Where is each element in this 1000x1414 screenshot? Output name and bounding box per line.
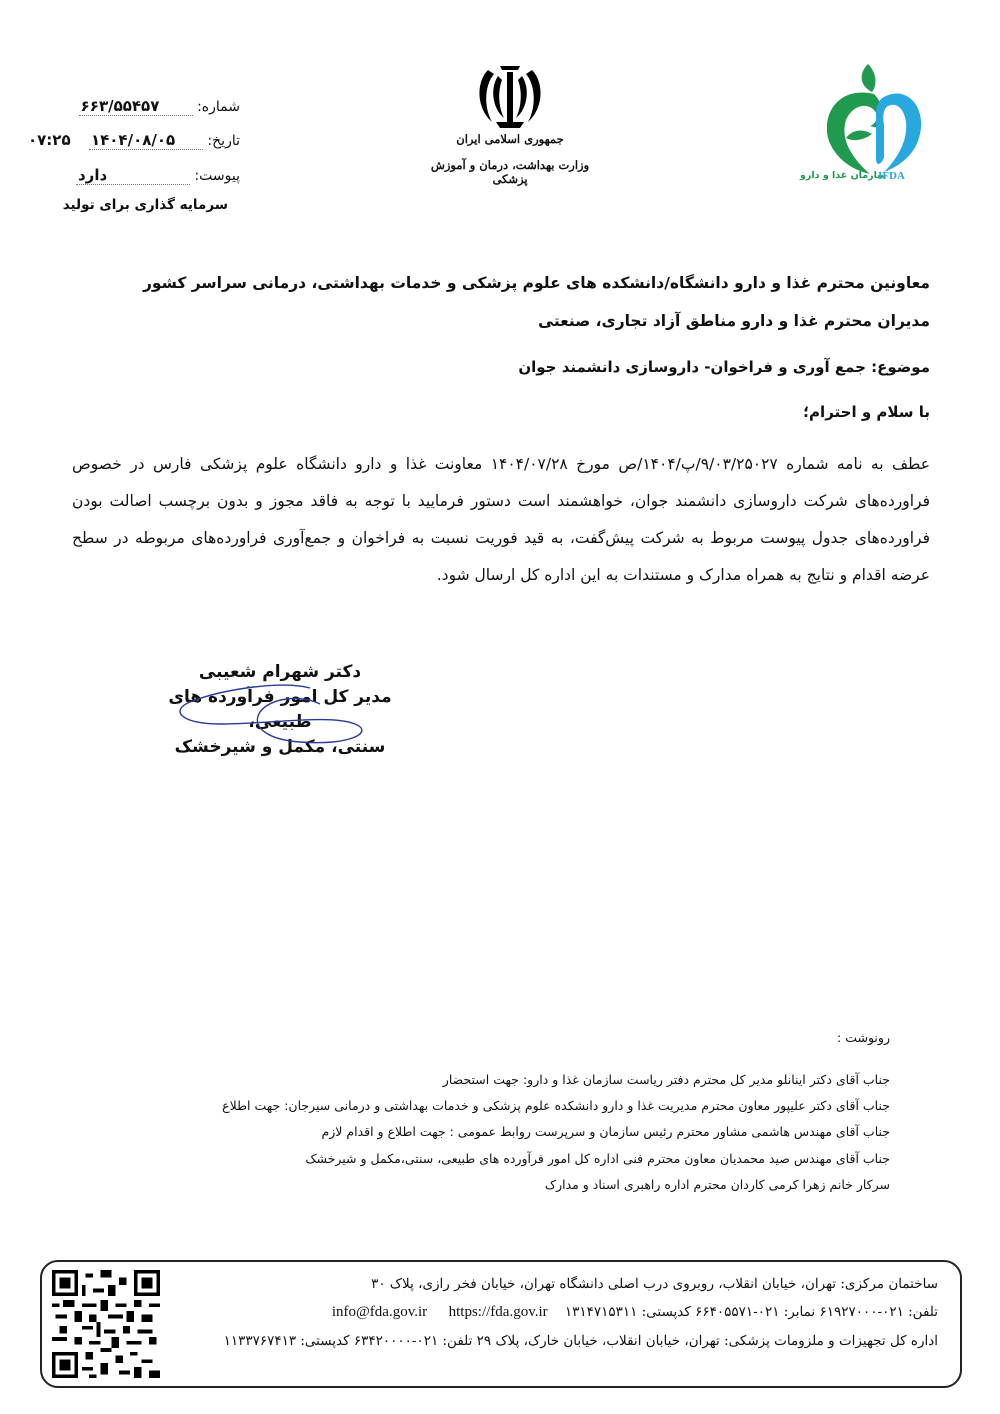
footer-equipment-office: اداره کل تجهیزات و ملزومات پزشکی: تهران، خیابان انقلاب، خیابان خارک، پلاک ۲۹ تلفن: ۰۲۱-۶۳۴۲۰۰۰۰ کدپستی: ۱۱۳۳۷۶۷۴۱۳	[223, 1333, 938, 1349]
footer-phone-fax-postal: تلفن: ۰۲۱-۶۱۹۲۷۰۰۰ نمابر: ۰۲۱-۶۶۴۰۵۵۷۱ کدپستی: ۱۳۱۴۷۱۵۳۱۱	[564, 1304, 938, 1320]
letter-date-value: ۱۴۰۴/۰۸/۰۵	[89, 131, 203, 150]
ifda-abbr: IFDA	[878, 170, 905, 182]
signatory-title-2: سنتی، مکمل و شیرخشک	[174, 737, 386, 757]
cc-line: جناب آقای دکتر علیپور معاون محترم مدیریت غذا و دارو دانشکده علوم پزشکی و خدمات بهداشتی و درمانی سیرجان: جهت اطلاع	[222, 1098, 890, 1113]
letter-date-label: تاریخ:	[207, 133, 240, 149]
attachment-row	[76, 166, 240, 185]
emblem-line-1: جمهوری اسلامی ایران	[456, 132, 564, 146]
ifda-persian-name: سازمان غذا و دارو	[800, 170, 887, 181]
recipient-line-2: مدیران محترم غذا و دارو مناطق آزاد تجاری، صنعتی	[538, 312, 930, 330]
letter-time-value: ۰۷:۲۵	[28, 131, 71, 149]
iran-emblem-icon	[474, 62, 546, 130]
footer-box	[40, 1260, 962, 1388]
handwritten-signature	[160, 680, 390, 750]
letter-subject: موضوع: جمع آوری و فراخوان- داروسازی دانشمند جوان	[518, 358, 930, 376]
signatory-name: دکتر شهرام شعیبی	[198, 662, 362, 682]
letter-greeting: با سلام و احترام؛	[803, 403, 930, 421]
ifda-logo	[800, 62, 930, 192]
letter-number-row	[79, 97, 240, 116]
cc-line: جناب آقای مهندس صید محمدیان معاون محترم فنی اداره کل امور فرآورده های طبیعی، سنتی،مکمل و شیرخشک	[305, 1151, 890, 1166]
cc-line: سرکار خانم زهرا کرمی کاردان محترم اداره راهبری اسناد و مدارک	[544, 1177, 890, 1192]
letter-body: عطف به نامه شماره ۹/۰۳/۲۵۰۲۷/پ/۱۴۰۴/ص مورخ ۱۴۰۴/۰۷/۲۸ معاونت غذا و دارو دانشگاه علوم پزشکی فارس در خصوص فراورده‌های شرکت داروسازی دانشمند جوان، خواهشمند است دستور فرمایید با توجه به فاقد مجوز و بدون برچسب اصالت بودن فراورده‌های جدول پیوست مربوط به شرکت پیش‌گفت، به قید فوریت نسبت به فراخوان و جمع‌آوری فراورده‌های مربوطه در سطح عرضه اقدام و نتایج به همراه مدارک و مستندات به این اداره کل ارسال شود.	[72, 455, 930, 584]
cc-line: جناب آقای مهندس هاشمی مشاور محترم رئیس سازمان و سرپرست روابط عمومی : جهت اطلاع و اقدام لازم	[321, 1124, 890, 1139]
letter-number-label: شماره:	[197, 99, 240, 115]
qr-code-icon[interactable]	[52, 1270, 160, 1378]
recipient-line-1: معاونین محترم غذا و دارو دانشگاه/دانشکده های علوم پزشکی و خدمات بهداشتی، درمانی سراسر کشور	[142, 274, 930, 292]
letter-number-value: ۶۶۳/۵۵۴۵۷	[79, 97, 193, 116]
attachment-value: دارد	[76, 166, 190, 185]
attachment-label: پیوست:	[194, 168, 240, 184]
letter-date-row	[89, 131, 240, 150]
iran-emblem	[474, 62, 546, 130]
signatory-title-1: مدیر کل امور فرآورده های طبیعی،	[168, 687, 392, 732]
cc-line: جناب آقای دکتر اینانلو مدیر کل محترم دفتر ریاست سازمان غذا و دارو: جهت استحضار	[442, 1072, 890, 1087]
footer-address: ساختمان مرکزی: تهران، خیابان انقلاب، روبروی درب اصلی دانشگاه تهران، خیابان فخر رازی، پلاک ۳۰	[371, 1276, 938, 1292]
cc-title: رونوشت :	[837, 1030, 890, 1045]
letter-category: سرمایه گذاری برای تولید	[62, 197, 228, 213]
emblem-line-2: وزارت بهداشت، درمان و آموزش پزشکی	[430, 158, 590, 186]
footer-website-link[interactable]: https://fda.gov.ir	[448, 1304, 548, 1320]
footer-contact-line	[332, 1304, 938, 1321]
footer-email-link[interactable]: info@fda.gov.ir	[331, 1304, 428, 1320]
